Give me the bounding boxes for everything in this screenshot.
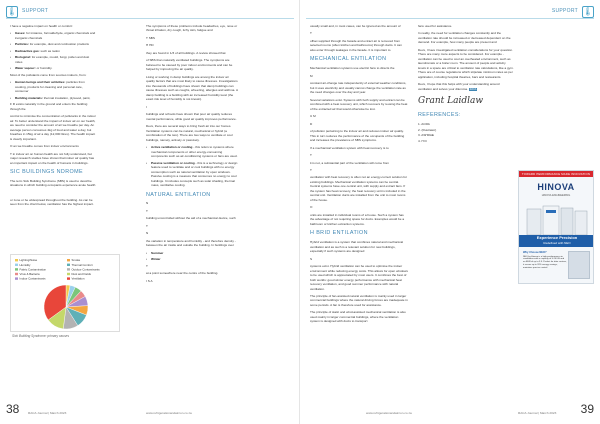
paragraph: T (310, 168, 312, 172)
ad-headline (519, 235, 594, 247)
legend-swatch (15, 259, 18, 261)
paragraph: I (146, 104, 147, 109)
pollutant-list (10, 31, 96, 70)
right-footer (306, 401, 594, 418)
right-column-1 (310, 24, 408, 327)
ad-product-image (568, 251, 590, 279)
header-label: SUPPORT (551, 8, 578, 15)
legend-label: Smoke (71, 258, 81, 263)
paragraph: T (310, 153, 312, 158)
thermometer-icon: 🌡 (6, 7, 18, 17)
list-item-text: particles from cooking, products for cleaning and personal care, consumer (15, 80, 85, 94)
left-header (6, 6, 52, 18)
paragraph: systems exist. Hybrid ventilation can be used to optimise the indoor environment while reducing energy costs. This allows for open windows to be used which is appreciated by most users. It combines the best of both worlds: good winter energy performance with mechanical heat recovery ventilation, and good summer performance with natural ventilation. (310, 264, 408, 291)
ac-units-image (525, 205, 589, 235)
subheading-references: REFERENCES: (418, 112, 461, 119)
paragraph: T (310, 31, 312, 36)
paragraph: In reality, the need for ventilation changes constantly and the ventilation rate should be increased or decreased dependent on the demand. For example, how many people are present and (418, 31, 511, 45)
paragraph: T (146, 208, 148, 213)
paragraph: ventilation with heat recovery is often not an energy-correct solution for existing buildings. Mechanical ventilation systems can be central. Central systems have one central unit, with supply and extract fans. If the system has heat recovery, the heat recovery unit is included in the central unit. Ventilation ducts are installed from the unit to most rooms of the house. (310, 175, 407, 202)
list-item (10, 55, 96, 64)
legend-label: Lighting/Noise (19, 258, 38, 263)
paragraph: at a point somewhere near the centre of the building. (146, 271, 219, 276)
list-item-title: Water vapour: (15, 66, 36, 71)
list-item (146, 257, 238, 261)
paragraph: I have a negative impact on health or comfort: (10, 24, 73, 28)
list-item (146, 161, 238, 188)
paragraph: T in indoor air on human health are not fully understood, but major research studies have shown that indoor air quality has an important impact on the health of humans in buildings. (10, 151, 95, 165)
list-item-text: - this is a technology or design feature used to ventilate and or cool buildings with no energy consumption such as natural ventilation by open windows. Passive cooling is a measure that consumes no energy to cool buildings. It includes concepts such as solar shading, thermal mass, ventilative cooling. (151, 160, 238, 188)
list-item-text: - this refers to systems where mechanical components or other energy-consuming components such as air-conditioning systems or fans are used. (151, 145, 238, 159)
publication: RACA Journal | March 2023 (518, 410, 557, 415)
paragraph: O (310, 205, 313, 210)
legend-label: Humidity (19, 262, 31, 267)
author-signature: Grant Laidlaw (418, 96, 484, 107)
paragraph: U M (310, 114, 316, 119)
paragraph: offset supplied through the facade and extract air is removed from selected rooms (often kitchen and bathrooms) through ducts. It can also enter through leakages in the facade. It is important to (310, 38, 402, 52)
list-item-title: Particles: (15, 42, 29, 47)
paragraph: T (146, 223, 148, 228)
ad-description: NEO by Hinova is a high-performance air conditioner with a capacity of 5-20 kW and an EER of up to 3.5. Perfect for data centres, it serves up to 20% energy savings, maintains precise control. (523, 255, 567, 270)
subheading-hybrid: H BRID ENTILATION (310, 230, 368, 237)
legend-label: Ventilation (71, 276, 85, 281)
ad-question: Why Choose NEO? (523, 251, 547, 254)
list-item (10, 96, 96, 100)
list-item-title: Biological: (15, 55, 31, 60)
subheading-natural: NATURAL ENTILATION (146, 191, 211, 198)
list-item-text: for instance, formaldehyde, organic chemicals and inorganic chemicals (15, 31, 96, 40)
website-link[interactable]: www.refrigerationandaircon.co.za (366, 410, 412, 415)
ad-body (523, 251, 567, 270)
legend-swatch (15, 264, 18, 266)
paragraph: Most of the pollutants come from sources indoors, from: (10, 72, 87, 77)
brand-name: HINOVA (537, 182, 575, 192)
page-number: 39 (580, 401, 594, 416)
paragraph: Several variations exist. Systems with both supply and extract can be combined with a heat recovery unit, which recovers by reusing the heat of the extracted air that would otherwise be lost. (310, 97, 408, 111)
pie-chart (10, 254, 120, 332)
paragraph: control to minimise the concentration of pollutants in the indoor air. To better understand the impact of indoor air on our health, we need to consider the amount of air we breathe per day. An average person consumes 4kg of food and water a day, but breathes in 15kg of air a day (12,000 litres). The health impact is clearly important. (10, 114, 96, 141)
season-summer: Summer (151, 250, 164, 255)
legend-label: Dust and Fields (71, 272, 91, 276)
pie-chart-svg (11, 255, 121, 333)
list-item-title: Human beings and their activities: (15, 80, 66, 85)
paragraph: buildings and schools have shown that poor air quality reduces mental performance, while good air quality improves performance. (146, 112, 237, 121)
paragraph: N (146, 231, 149, 236)
paragraph: constant air-change rate independently of external weather conditions, but it uses electricity and usually cannot change the ventilation rate as the need changes over the day and year. (310, 81, 407, 95)
reference-list (418, 122, 514, 143)
end-mark: RACA (469, 87, 477, 91)
legend-label: Indoor Contaminants (19, 276, 46, 281)
legend-swatch (67, 277, 70, 279)
legend-swatch (67, 273, 70, 275)
season-winter: Winter (151, 257, 161, 262)
closing-text: Devs, I hope that this helps with your understanding around ventilation and solves your dilemma. (418, 82, 500, 91)
paragraph: Devs, there are several ways to bring fresh air into our homes. Ventilation systems can be natural, mechanical or hybrid (a combination of the two). There are two ways to ventilate or cool buildings, namely, actively or passively. (146, 124, 233, 142)
paragraph: D (310, 121, 313, 126)
paragraph: fans used for assistance. (418, 24, 453, 28)
header-label: SUPPORT (22, 8, 49, 15)
hinova-advertisement[interactable] (518, 170, 594, 284)
list-item (10, 80, 96, 93)
ventilation-type-list (146, 145, 238, 187)
paragraph: Devs, I have investigated ventilation considerations for your question. There are many more aspects to be considered. For example - ventilation can be used to cool an overheated environment, such as laundromats or a boiler room. The amount of people and activity levels in a space are critical to ventilation rate calculations, like a gym. There are of course regulations which stipulate minimum rates as per application, including hospital theatres, bars and restaurants. (418, 47, 514, 79)
reference-item: 1. ACRA (418, 122, 430, 127)
subheading-mechanical: MECHANICAL ENTILATION (310, 56, 387, 63)
list-item (10, 31, 96, 40)
legend-swatch (15, 277, 18, 279)
paragraph: The principle of static and wind-assisted mechanical ventilation is also used mainly in larger commercial buildings, where the ventilation system is designed with ducts to transport (310, 310, 406, 324)
list-item (10, 66, 96, 70)
list-item (10, 42, 96, 46)
left-footer (6, 401, 294, 418)
brand-tagline: HINOVA ENGINEERING (541, 194, 571, 198)
paragraph: H HD (146, 43, 154, 48)
paragraph: they are found in 1/3 of all buildings. A review showed that (146, 50, 226, 55)
list-item-text: such as radon (40, 48, 60, 53)
paragraph: it is not, a substantial part of the ventilation will come from (310, 160, 390, 165)
list-item-title: Building materials: (15, 95, 43, 100)
paragraph: M (310, 73, 313, 78)
list-item-title: Radioactive gas: (15, 48, 40, 53)
headline-1: Experience Precision (536, 235, 578, 240)
paragraph: N (146, 201, 149, 206)
legend-swatch (15, 273, 18, 275)
left-column-2 (146, 24, 238, 286)
list-item-text: for example, dust and combustion products (29, 42, 89, 47)
paragraph (418, 82, 514, 91)
right-header (548, 6, 594, 18)
page-number: 38 (6, 401, 20, 416)
legend-swatch (67, 264, 70, 266)
paragraph: or zone or be widespread throughout the building. As can be seen from the chart below, ventilation has the highest impact. (10, 197, 94, 207)
left-column-1 (10, 24, 96, 210)
list-item-title: Passive ventilation or cooling (151, 160, 195, 165)
legend-label: Fabric Contamination (19, 267, 47, 272)
list-item-text: or humidity. (36, 66, 53, 71)
reference-item: 3. ASHRAE (418, 133, 434, 138)
legend-label: Thermal Comfort (71, 262, 93, 267)
subheading-sbs: SIC BUILDINGS NDROME (10, 169, 83, 176)
paragraph: O an we breathe comes from indoor environments (10, 144, 79, 149)
paragraph: usually small and, in most cases, can be ignored as the amount of (310, 24, 401, 28)
list-item-title: Active ventilation or cooling (151, 145, 193, 150)
chart-caption: Sick Building Syndrome: primary causes (12, 334, 70, 338)
legend-swatch (67, 259, 70, 261)
paragraph: units are installed in individual rooms of a house. Such a system has the advantage of not requiring space for ducts. Examples would be a bathroom or kitchen extraction systems. (310, 212, 405, 226)
paragraph: building uncontrolled without the aid of a mechanical device, such (146, 216, 236, 221)
header-rule (6, 18, 294, 19)
paragraph: If a mechanical ventilation system with heat recovery is to (310, 145, 389, 150)
paragraph: Hybrid ventilation is a system that combines natural and mechanical ventilation and as such is a relevant solution for new buildings, especially if such systems are designed (310, 240, 404, 254)
paragraph: I S A (146, 278, 153, 283)
paragraph: T (146, 263, 148, 268)
reference-item: 4. H D (418, 138, 427, 143)
paragraph: Living or working in damp buildings are among the indoor air quality factors that are most likely to cause illnesses. Investigations into thousands of buildings have shown that damp buildings can cause illnesses such as coughs, wheezing, allergies and asthma. A damp building is a building with an increased humidity level (the exact risk level of humidity is not known). (146, 74, 238, 102)
paragraph: S (310, 256, 313, 261)
paragraph: The symptoms of these problems include headaches, eye, nose or throat irritation, dry cough, itchy skin, fatigue and (146, 24, 238, 33)
reference-item: 2. (Illustrator) (418, 127, 437, 132)
list-item-text: for example, mould, fungi, pollen and dust mites (15, 55, 90, 64)
paragraph: The term Sick Building Syndrome (SBS) is used to describe situations in which building occupants experience acute health (10, 178, 96, 188)
paragraph: T SBS (146, 35, 155, 40)
paragraph: the variation in temperature and humidity - and therefore density - between the air inside and outside the building. In buildings over (146, 238, 236, 248)
legend-label: Outdoor Contaminants (71, 267, 100, 272)
list-item (146, 145, 238, 158)
paragraph: of pollution pertaining to the indoor air and reduces indoor air quality. This in turn reduces the performance of the occupants of the building and increases the prevalence of SBS symptoms. (310, 129, 405, 143)
right-column-2 (418, 24, 514, 144)
source-list (10, 80, 96, 100)
list-item-title: Gases: (15, 31, 26, 36)
ad-logo (519, 181, 593, 198)
headline-2: Redefined with NEO (543, 241, 571, 245)
paragraph: F R exists naturally in the ground and enters the building through the (10, 102, 88, 111)
paragraph: of SBS than naturally ventilated buildings. The symptoms are believed to be caused by poor indoor environments and can be helped by improving the air quality. (146, 58, 233, 72)
legend-swatch (67, 268, 70, 270)
paragraph: The principle of fan-assisted natural ventilation is mainly used in larger commercial buildings where the natural driving forces are inadequate in some periods. A fan is therefore used for assistance. (310, 294, 408, 307)
publication: RACA Journal | March 2023 (28, 410, 67, 415)
list-item-text: thermal insulation, plywood, paint, (43, 95, 91, 100)
legend-swatch (15, 268, 18, 270)
right-page (300, 0, 600, 424)
list-item (10, 49, 96, 53)
thermometer-icon: 🌡 (582, 7, 594, 17)
paragraph: Mechanical ventilation systems use electric fans to directs the (310, 66, 395, 71)
header-rule (306, 18, 594, 19)
website-link[interactable]: www.refrigerationandaircon.co.za (146, 410, 192, 415)
legend-label: Virus & Bacteria (19, 272, 40, 276)
ad-top-banner: TOWARD PERFORMANCE MADE INNOVATION (519, 171, 593, 177)
list-item (146, 251, 238, 255)
